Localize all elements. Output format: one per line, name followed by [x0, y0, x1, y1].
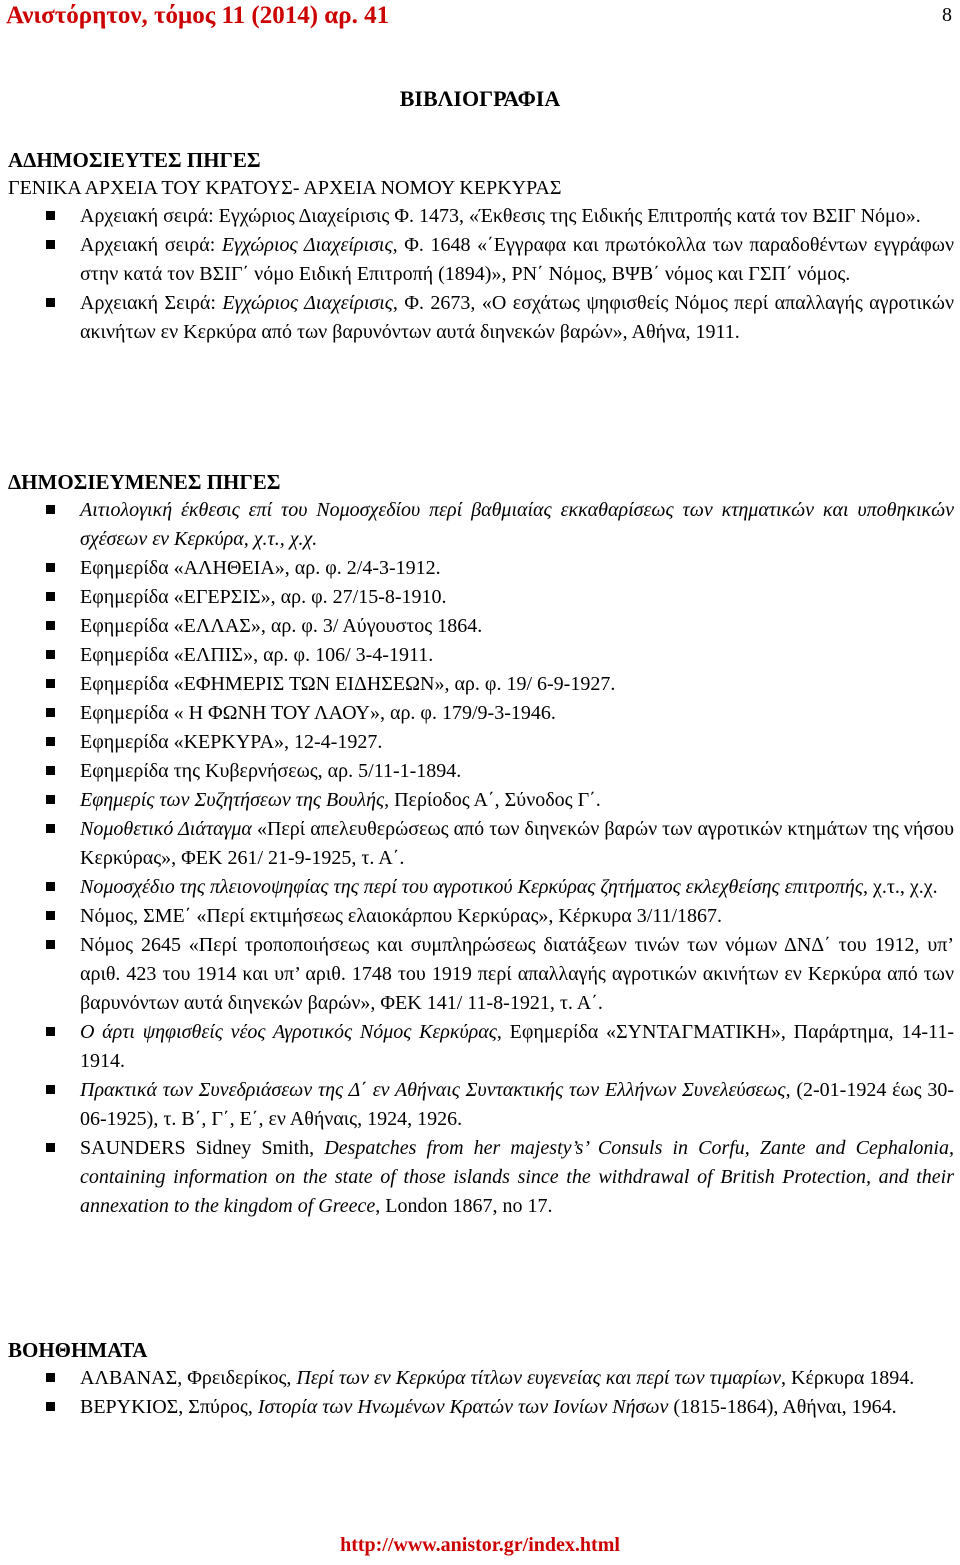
- square-bullet-icon: [46, 1027, 55, 1036]
- entry-text: Αρχειακή σειρά:: [80, 234, 222, 256]
- square-bullet-icon: [46, 679, 55, 688]
- entry-text: , Κέρκυρα 1894.: [781, 1367, 915, 1389]
- entry-text: , Εφημερίδα «ΣΥΝΤΑΓΜΑΤΙΚΗ», Παράρτημα, 14-11-1914.: [80, 1021, 954, 1072]
- bibliography-entry: [8, 554, 956, 583]
- square-bullet-icon: [46, 737, 55, 746]
- entry-text: Εφημερίδα «ΕΛΛΑΣ», αρ. φ. 3/ Αύγουστος 1864.: [80, 615, 483, 637]
- square-bullet-icon: [46, 240, 55, 249]
- entry-italic-text: Despatches from her majesty’s’ Consuls in Corfu, Zante and Cephalonia, containing information on the state of those islands since the withdrawal of British Protection, and their annexation to the kingdom of Greece: [80, 1137, 954, 1217]
- bibliography-entry: [8, 583, 956, 612]
- square-bullet-icon: [46, 211, 55, 220]
- unpublished-sources-list: [8, 202, 956, 347]
- entry-text: Εφημερίδα «ΕΛΠΙΣ», αρ. φ. 106/ 3-4-1911.: [80, 644, 434, 666]
- footer-url-link[interactable]: http://www.anistor.gr/index.html: [340, 1534, 620, 1556]
- square-bullet-icon: [46, 1402, 55, 1411]
- bibliography-entry: [8, 902, 956, 931]
- entry-text: Εφημερίδα « Η ΦΩΝΗ ΤΟΥ ΛΑΟΥ», αρ. φ. 179/9-3-1946.: [80, 702, 556, 724]
- entry-text: Νόμος, ΣΜΕ΄ «Περί εκτιμήσεως ελαιοκάρπου Κερκύρας», Κέρκυρα 3/11/1867.: [80, 905, 723, 927]
- aids-heading: ΒΟΗΘΗΜΑΤΑ: [8, 1338, 148, 1362]
- entry-text: Αρχειακή σειρά: Εγχώριος Διαχείρισις Φ. 1473, «Έκθεσις της Ειδικής Επιτροπής κατά τον ΒΣΙΓ Νόμο».: [80, 205, 921, 227]
- entry-text: Εφημερίδα «ΑΛΗΘΕΙΑ», αρ. φ. 2/4-3-1912.: [80, 557, 441, 579]
- bibliography-entry: [8, 202, 956, 231]
- entry-italic-text: Νομοσχέδιο της πλειονοψηφίας της περί του αγροτικού Κερκύρας ζητήματος εκλεχθείσης επιτροπής: [80, 876, 863, 898]
- square-bullet-icon: [46, 708, 55, 717]
- archive-name: ΓΕΝΙΚΑ ΑΡΧΕΙΑ ΤΟΥ ΚΡΑΤΟΥΣ- ΑΡΧΕΙΑ ΝΟΜΟΥ ΚΕΡΚΥΡΑΣ: [8, 177, 562, 199]
- square-bullet-icon: [46, 824, 55, 833]
- bibliography-entry: [8, 231, 956, 289]
- entry-italic-text: Αιτιολογική έκθεσις επί του Νομοσχεδίου περί βαθμιαίας εκκαθαρίσεως των κτηματικών και υποθηκικών σχέσεων εν Κερκύρα, χ.τ., χ.χ.: [80, 499, 954, 550]
- square-bullet-icon: [46, 621, 55, 630]
- journal-header: Ανιστόρητον, τόμος 11 (2014) αρ. 41: [6, 2, 390, 29]
- aids-list: [8, 1364, 956, 1422]
- entry-text: Νόμος 2645 «Περί τροποποιήσεως και συμπληρώσεως διατάξεων τινών των νόμων ΔΝΔ΄ του 1912, υπ’ αριθ. 423 του 1914 και υπ’ αριθ. 1748 του 1919 περί απαλλαγής αγροτικών ακινήτων εν Κερκύρα από των βαρυνόντων αυτά διηνεκών βαρών», ΦΕΚ 141/ 11-8-1921, τ. Α΄.: [80, 934, 954, 1014]
- bibliography-entry: [8, 1018, 956, 1076]
- entry-text: ΒΕΡΥΚΙΟΣ, Σπύρος,: [80, 1396, 258, 1418]
- entry-text: ΑΛΒΑΝΑΣ, Φρειδερίκος,: [80, 1367, 297, 1389]
- bibliography-entry: [8, 699, 956, 728]
- square-bullet-icon: [46, 1373, 55, 1382]
- entry-text: Εφημερίδα της Κυβερνήσεως, αρ. 5/11-1-1894.: [80, 760, 462, 782]
- entry-text: , (2-01-1924 έως 30-06-1925), τ. Β΄, Γ΄, Ε΄, εν Αθήναις, 1924, 1926.: [80, 1079, 955, 1130]
- entry-italic-text: Ιστορία των Ηνωμένων Κρατών των Ιονίων Νήσων: [257, 1396, 669, 1418]
- entry-italic-text: Περί των εν Κερκύρα τίτλων ευγενείας και περί των τιμαρίων: [296, 1367, 782, 1389]
- published-sources-heading: ΔΗΜΟΣΙΕΥΜΕΝΕΣ ΠΗΓΕΣ: [8, 470, 281, 494]
- square-bullet-icon: [46, 795, 55, 804]
- square-bullet-icon: [46, 592, 55, 601]
- bibliography-entry: [8, 815, 956, 873]
- unpublished-sources-heading: ΑΔΗΜΟΣΙΕΥΤΕΣ ΠΗΓΕΣ: [8, 148, 261, 172]
- entry-text: SAUNDERS Sidney Smith,: [80, 1137, 325, 1159]
- square-bullet-icon: [46, 940, 55, 949]
- entry-text: , Φ. 2673, «Ο εσχάτως ψηφισθείς Νόμος περί απαλλαγής αγροτικών ακινήτων εν Κερκύρα από των βαρυνόντων αυτά διηνεκών βαρών», Αθήνα, 1911.: [80, 292, 954, 343]
- published-sources-list: [8, 496, 956, 1221]
- entry-text: , London 1867, no 17.: [375, 1195, 553, 1217]
- entry-italic-text: Ο άρτι ψηφισθείς νέος Αγροτικός Νόμος Κερκύρας: [80, 1021, 497, 1043]
- square-bullet-icon: [46, 766, 55, 775]
- square-bullet-icon: [46, 298, 55, 307]
- square-bullet-icon: [46, 563, 55, 572]
- square-bullet-icon: [46, 505, 55, 514]
- bibliography-entry: [8, 757, 956, 786]
- page-number: 8: [942, 4, 952, 26]
- entry-italic-text: Εγχώριος Διαχείρισις: [222, 292, 393, 314]
- square-bullet-icon: [46, 911, 55, 920]
- entry-italic-text: Πρακτικά των Συνεδριάσεων της Δ΄ εν Αθήναις Συντακτικής των Ελλήνων Συνελεύσεως: [80, 1079, 786, 1101]
- bibliography-entry: [8, 931, 956, 1018]
- entry-text: Εφημερίδα «ΚΕΡΚΥΡΑ», 12-4-1927.: [80, 731, 383, 753]
- square-bullet-icon: [46, 1143, 55, 1152]
- entry-text: Αρχειακή Σειρά:: [80, 292, 223, 314]
- bibliography-entry: [8, 496, 956, 554]
- entry-text: , χ.τ., χ.χ.: [862, 876, 938, 898]
- entry-text: Εφημερίδα «ΕΓΕΡΣΙΣ», αρ. φ. 27/15-8-1910.: [80, 586, 447, 608]
- entry-italic-text: Εφημερίς των Συζητήσεων της Βουλής: [80, 789, 385, 811]
- bibliography-entry: [8, 670, 956, 699]
- square-bullet-icon: [46, 882, 55, 891]
- published-sources-section: [8, 468, 956, 1221]
- bibliography-entry: [8, 1393, 956, 1422]
- bibliography-entry: [8, 728, 956, 757]
- bibliography-entry: [8, 873, 956, 902]
- bibliography-entry: [8, 289, 956, 347]
- bibliography-entry: [8, 786, 956, 815]
- entry-text: Εφημερίδα «ΕΦΗΜΕΡΙΣ ΤΩΝ ΕΙΔΗΣΕΩΝ», αρ. φ. 19/ 6-9-1927.: [80, 673, 616, 695]
- bibliography-title: ΒΙΒΛΙΟΓΡΑΦΙΑ: [399, 86, 561, 111]
- entry-italic-text: Νομοθετικό Διάταγμα: [80, 818, 252, 840]
- entry-italic-text: Εγχώριος Διαχείρισις: [221, 234, 393, 256]
- entry-text: «Περί απελευθερώσεως από των διηνεκών βαρών των αγροτικών κτημάτων της νήσου Κερκύρας», ΦΕΚ 261/ 21-9-1925, τ. Α΄.: [80, 818, 954, 869]
- entry-text: (1815-1864), Αθήναι, 1964.: [668, 1396, 897, 1418]
- bibliography-entry: [8, 641, 956, 670]
- aids-section: [8, 1336, 956, 1422]
- entry-text: , Περίοδος Α΄, Σύνοδος Γ΄.: [384, 789, 601, 811]
- bibliography-entry: [8, 1134, 956, 1221]
- unpublished-sources-section: [8, 146, 956, 347]
- bibliography-entry: [8, 1364, 956, 1393]
- entry-text: , Φ. 1648 «΄Εγγραφα και πρωτόκολλα των παραδοθέντων εγγράφων στην κατά τον ΒΣΙΓ΄ νόμο Ειδική Επιτροπή (1894)», ΡΝ΄ Νόμος, ΒΨΒ΄ νόμος και ΓΣΠ΄ νόμος.: [80, 234, 955, 285]
- bibliography-entry: [8, 1076, 956, 1134]
- bibliography-entry: [8, 612, 956, 641]
- square-bullet-icon: [46, 650, 55, 659]
- square-bullet-icon: [46, 1085, 55, 1094]
